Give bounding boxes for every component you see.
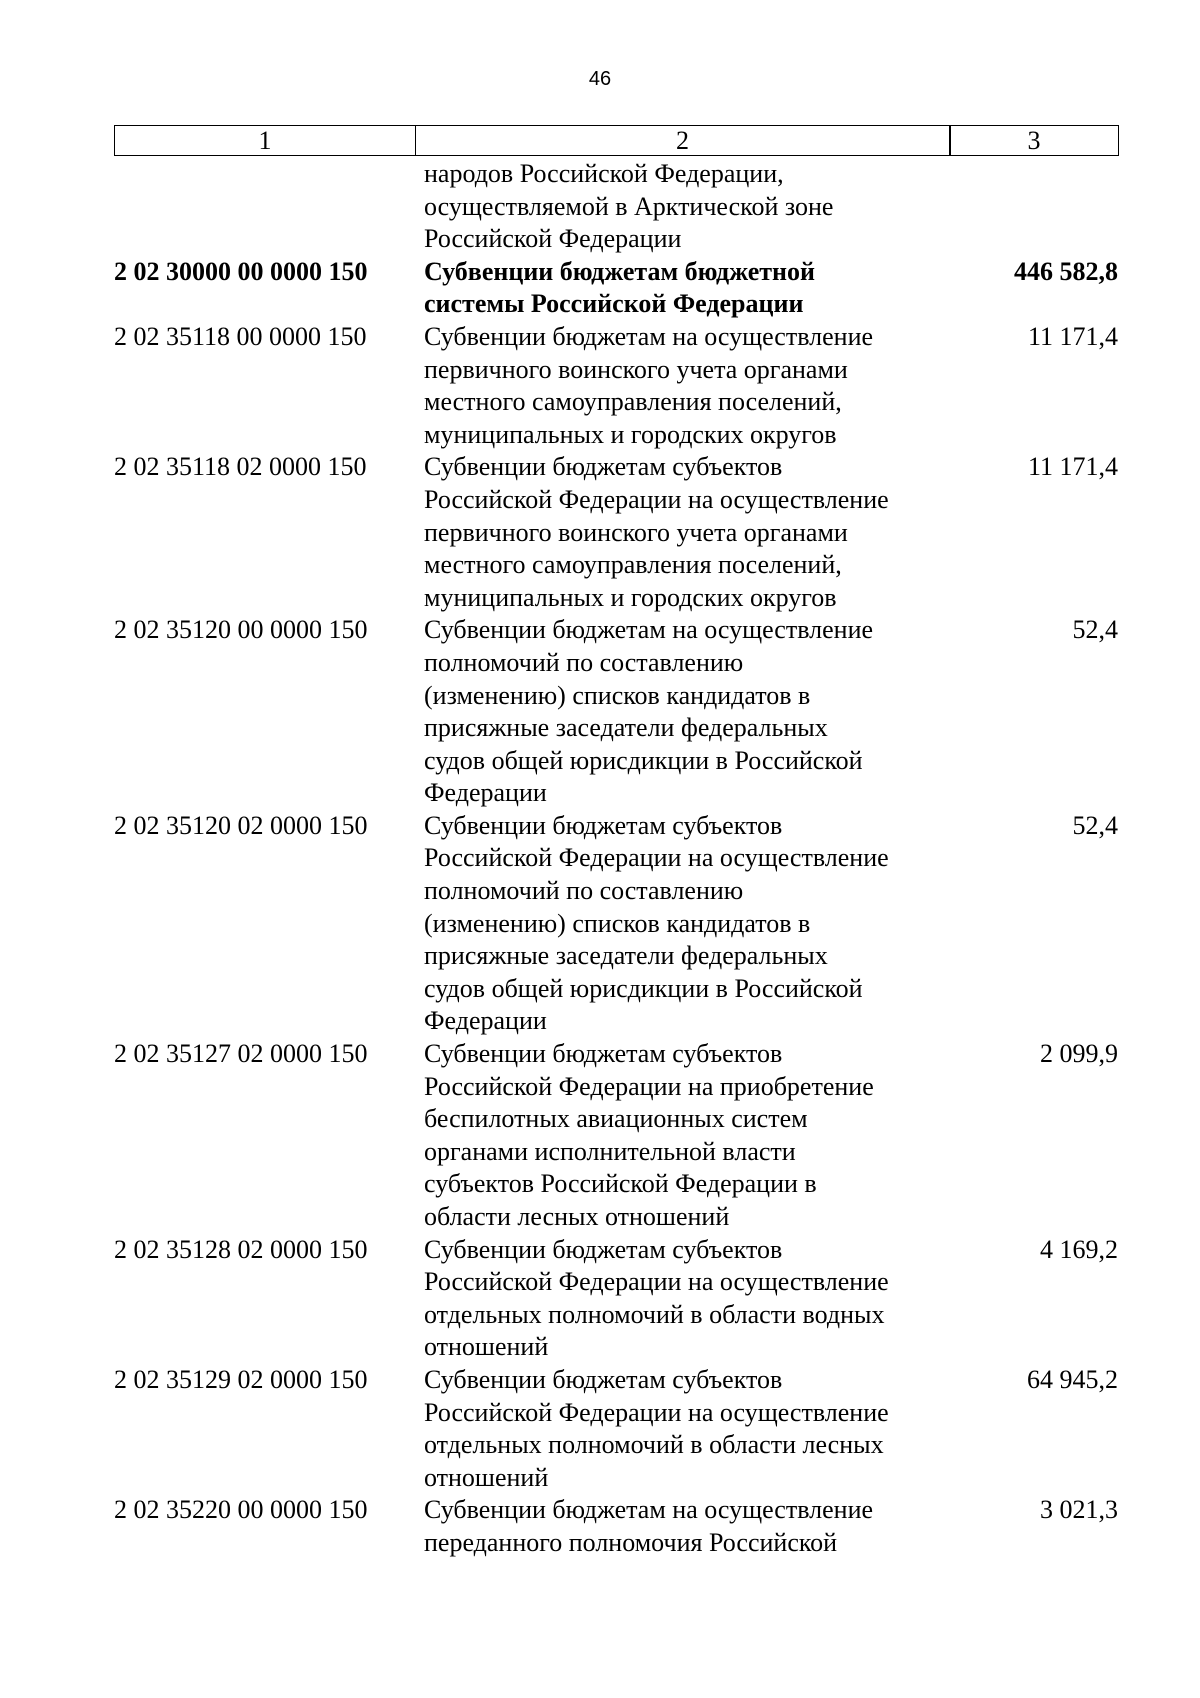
table-row [114,810,1118,1038]
row-description-line: муниципальных и городских округов [424,419,837,449]
page-number: 46 [588,68,612,90]
row-code: 2 02 35220 00 0000 150 [114,1495,368,1525]
row-amount: 11 171,4 [1027,452,1118,482]
row-amount: 4 169,2 [1040,1234,1118,1264]
row-description-line: Российской Федерации на приобретение [424,1071,874,1101]
row-amount: 2 099,9 [1040,1039,1118,1069]
table-row [114,1364,1118,1494]
row-description [424,614,934,810]
table-header [114,125,1119,155]
row-description-line: судов общей юрисдикции в Российской [424,745,863,775]
row-description-line: субъектов Российской Федерации в [424,1169,817,1199]
row-amount: 52,4 [1072,810,1118,840]
row-description-line: Субвенции бюджетам субъектов [424,810,783,840]
row-description [424,451,934,614]
row-description-line: первичного воинского учета органами [424,354,848,384]
header-col-3: 3 [949,125,1119,156]
row-description-line: отдельных полномочий в области лесных [424,1430,884,1460]
row-description-line: (изменению) списков кандидатов в [424,680,811,710]
row-description [424,321,934,451]
row-description-line: местного самоуправления поселений, [424,387,842,417]
row-amount: 64 945,2 [1027,1364,1118,1394]
row-description-line: Российской Федерации на осуществление [424,1397,889,1427]
row-description-line: Субвенции бюджетам субъектов [424,1234,783,1264]
row-amount: 446 582,8 [1014,256,1118,286]
row-description-line: Субвенции бюджетам на осуществление [424,1495,874,1525]
row-description-line: отношений [424,1462,549,1492]
row-description-line: Субвенции бюджетам бюджетной [424,256,815,286]
row-description-line: Субвенции бюджетам субъектов [424,1039,783,1069]
row-description-line: Федерации [424,1006,547,1036]
row-description-line: местного самоуправления поселений, [424,550,842,580]
row-description-line: присяжные заседатели федеральных [424,941,828,971]
row-description-line: Федерации [424,778,547,808]
header-col-1: 1 [114,125,416,156]
row-description-line: Субвенции бюджетам на осуществление [424,615,874,645]
row-description-line: отдельных полномочий в области водных [424,1299,885,1329]
row-code: 2 02 35129 02 0000 150 [114,1364,368,1394]
row-description [424,1234,934,1364]
row-code: 2 02 35118 02 0000 150 [114,452,367,482]
row-description-line: беспилотных авиационных систем [424,1104,808,1134]
row-description-line: присяжные заседатели федеральных [424,713,828,743]
row-description [424,1038,934,1234]
row-description-line: Российской Федерации на осуществление [424,484,889,514]
row-description-line: Субвенции бюджетам субъектов [424,1364,783,1394]
row-description-line: органами исполнительной власти [424,1136,796,1166]
row-description-line: Российской Федерации на осуществление [424,1267,889,1297]
row-amount: 3 021,3 [1040,1495,1118,1525]
header-col-2: 2 [415,125,951,156]
row-description-line: Субвенции бюджетам на осуществление [424,321,874,351]
table-body [114,158,1118,1560]
row-description-line: Российской Федерации на осуществление [424,843,889,873]
row-description [424,810,934,1038]
row-description-line: полномочий по составлению [424,647,744,677]
row-description-line: муниципальных и городских округов [424,582,837,612]
row-code: 2 02 35120 00 0000 150 [114,615,368,645]
row-description-line: области лесных отношений [424,1202,730,1231]
row-amount: 52,4 [1072,615,1118,645]
table-row [114,614,1118,810]
row-code: 2 02 30000 00 0000 150 [114,256,368,286]
row-description-line: первичного воинского учета органами [424,517,848,547]
table-row [114,1234,1118,1364]
row-description-line: Субвенции бюджетам субъектов [424,452,783,482]
table-row [114,321,1118,451]
table-row [114,451,1118,614]
row-amount: 11 171,4 [1027,321,1118,351]
row-description-line: осуществляемой в Арктической зоне [424,191,834,221]
row-description-line: отношений [424,1332,549,1362]
table-row [114,1038,1118,1234]
table-row [114,158,1118,256]
row-description-line: народов Российской Федерации, [424,159,784,188]
row-description [424,1494,934,1559]
row-code: 2 02 35127 02 0000 150 [114,1039,368,1069]
row-description-line: системы Российской Федерации [424,289,804,319]
row-description [424,256,934,321]
row-description-line: (изменению) списков кандидатов в [424,908,811,938]
row-code: 2 02 35120 02 0000 150 [114,810,368,840]
row-code: 2 02 35128 02 0000 150 [114,1234,368,1264]
row-description-line: Российской Федерации [424,224,682,254]
row-description-line: полномочий по составлению [424,876,744,906]
row-description-line: переданного полномочия Российской [424,1527,838,1557]
row-description [424,1364,934,1494]
row-description [424,158,934,256]
row-code: 2 02 35118 00 0000 150 [114,321,367,351]
table-row [114,256,1118,321]
row-description-line: судов общей юрисдикции в Российской [424,973,863,1003]
table-row [114,1494,1118,1559]
